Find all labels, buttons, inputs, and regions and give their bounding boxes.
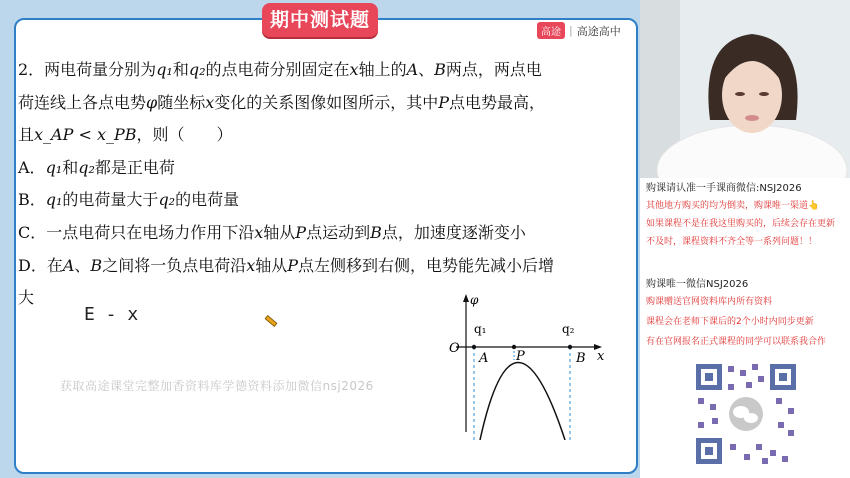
brand-name: 高途高中 [576, 24, 621, 38]
q2-label: q₂ [562, 322, 575, 336]
brand-logo: 高途 [537, 22, 565, 39]
watermark: 获取高途课堂完整加香资料库学德资料添加微信nsj2026 [60, 379, 374, 393]
exam-title-tag: 期中测试题 [262, 3, 378, 37]
promo-line-5: 购课唯一微信NSJ2026 [646, 279, 749, 290]
phi-label: φ [470, 293, 479, 307]
handwritten-note: E - x [84, 304, 139, 325]
q1-label: q₁ [474, 322, 487, 336]
phi-x-graph [428, 290, 618, 440]
promo-line-4: 不及时，课程资料不齐全等一系列问题！！ [646, 237, 818, 247]
brand [537, 22, 621, 39]
option-d-line-2: 大 [18, 288, 35, 307]
promo-line-1: 购课请认准一手课商微信:NSJ2026 [646, 183, 802, 194]
promo-line-2: 其他地方购买的均为倒卖，购课唯一渠道👆 [646, 201, 820, 211]
point-a [472, 345, 476, 349]
promo-line-3: 如果课程不是在我这里购买的，后续会存在更新 [646, 219, 836, 229]
b-label: B [576, 351, 586, 366]
point-b [568, 345, 572, 349]
option-a: A．q₁和q₂都是正电荷 [18, 158, 175, 177]
promo-line-6: 购课赠送官网资料库内所有资料 [646, 297, 773, 307]
promo-line-7: 课程会在老师下课后的2个小时内同步更新 [646, 317, 814, 327]
brand-separator-icon: | [569, 24, 573, 37]
option-d: D．在A、B之间将一负点电荷沿x轴从P点左侧移到右侧，电势能先减小后增 [18, 256, 555, 275]
pencil-cursor-icon [263, 313, 279, 329]
phi-axis-arrow-icon [463, 294, 469, 302]
p-label: P [516, 349, 525, 364]
option-c: C．一点电荷只在电场力作用下沿x轴从P点运动到B点，加速度逐渐变小 [18, 223, 526, 242]
teacher-webcam [640, 0, 850, 178]
a-label: A [479, 351, 489, 366]
wechat-qr-code-icon [692, 360, 800, 468]
teacher-video-icon [640, 0, 850, 178]
x-label: x [597, 349, 605, 364]
potential-curve [480, 363, 565, 441]
question-line-1: 2．两电荷量分别为q₁和q₂的点电荷分别固定在x轴上的A、B两点，两点电 [18, 60, 542, 79]
question-line-3: 且x_AP < x_PB，则（ ） [18, 125, 233, 144]
question-line-2: 荷连线上各点电势φ随坐标x变化的关系图像如图所示，其中P点电势最高， [18, 93, 546, 112]
promo-line-8: 有在官网报名正式课程的同学可以联系我合作 [646, 337, 827, 347]
origin-label: O [449, 341, 460, 356]
option-b: B．q₁的电荷量大于q₂的电荷量 [18, 190, 240, 209]
